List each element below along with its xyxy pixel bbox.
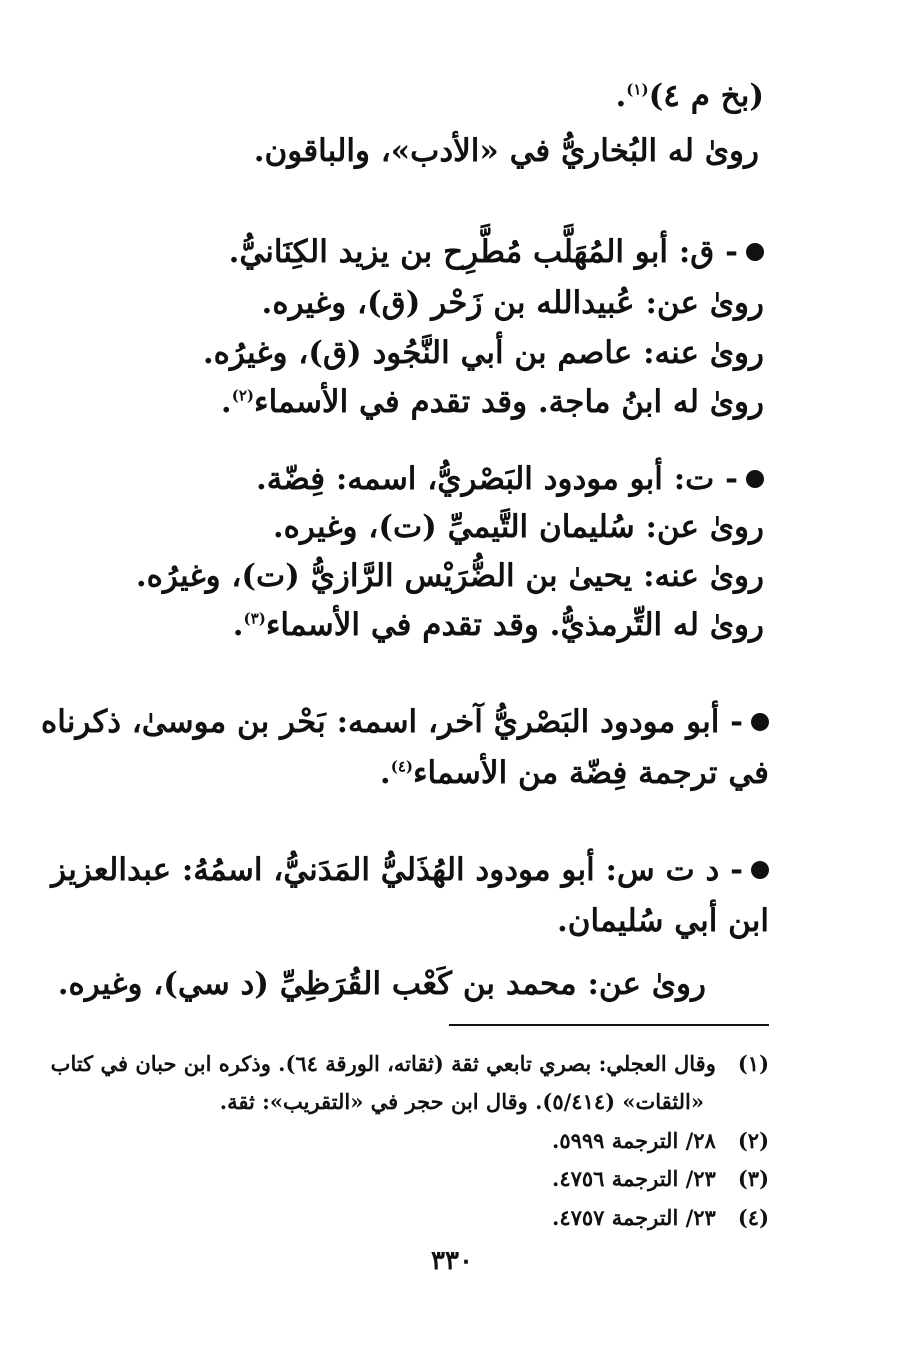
entry-continuation-line bbox=[380, 751, 769, 795]
entry-heading-text: - أبو مودود البَصْريُّ آخر، اسمه: بَحْر بن موسىٰ، ذكرناه bbox=[41, 704, 743, 740]
entry-code-text: (بخ م ٤) bbox=[648, 78, 764, 114]
narrated-from-line: روىٰ عن: سُليمان التَّيميِّ (ت)، وغيره. bbox=[272, 509, 764, 545]
footnote-number: (٤) bbox=[737, 1205, 769, 1230]
continuation-text: في ترجمة فِضّة من الأسماء bbox=[412, 755, 769, 791]
bullet-icon bbox=[751, 713, 769, 731]
narrated-by-line bbox=[221, 380, 764, 424]
footnote-text: وقال العجلي: بصري تابعي ثقة (ثقاته، الورقة ٦٤). وذكره ابن حبان في كتاب bbox=[50, 1051, 716, 1076]
entry-heading bbox=[51, 848, 769, 892]
entry-heading bbox=[256, 457, 764, 501]
narrated-from-line: روىٰ عن: عُبيدالله بن زَحْر (ق)، وغيره. bbox=[261, 285, 764, 321]
punct: . bbox=[220, 384, 232, 420]
footnote-ref-4[interactable]: (٤) bbox=[390, 757, 413, 776]
footnote-number: (١) bbox=[737, 1051, 769, 1076]
entry-heading-text: - ق: أبو المُهَلَّب مُطَّرِح بن يزيد الكِنَانيُّ. bbox=[228, 234, 738, 270]
footnote-text: ٢٨/ الترجمة ٥٩٩٩. bbox=[552, 1128, 716, 1153]
page-number: ٣٣٠ bbox=[431, 1246, 473, 1276]
entry-heading-text: - د ت س: أبو مودود الهُذَليُّ المَدَنيُّ، اسمُهُ: عبدالعزيز bbox=[51, 852, 743, 888]
footnote-ref-1[interactable]: (١) bbox=[626, 80, 649, 99]
entry-continuation-line: ابن أبي سُليمان. bbox=[556, 903, 769, 939]
entry-code-line bbox=[616, 74, 765, 118]
footnote-divider bbox=[449, 1024, 769, 1026]
narrators-line: روىٰ عنه: يحيىٰ بن الضُّرَيْس الرَّازيُّ (ت)، وغيرُه. bbox=[135, 558, 764, 594]
footnote-text: ٢٣/ الترجمة ٤٧٥٧. bbox=[552, 1205, 716, 1230]
entry-heading bbox=[41, 700, 769, 744]
footnote bbox=[70, 1125, 769, 1157]
punct: . bbox=[232, 607, 244, 643]
bullet-icon bbox=[746, 470, 764, 488]
narrated-by-text: روىٰ له التِّرمذيُّ. وقد تقدم في الأسماء bbox=[265, 607, 764, 643]
narrated-by-text: روىٰ له ابنُ ماجة. وقد تقدم في الأسماء bbox=[254, 384, 764, 420]
entry-heading-text: - ت: أبو مودود البَصْريُّ، اسمه: فِضّة. bbox=[255, 461, 738, 497]
footnote-text: ٢٣/ الترجمة ٤٧٥٦. bbox=[552, 1166, 716, 1191]
narrators-line: روىٰ عنه: عاصم بن أبي النَّجُود (ق)، وغيرُه. bbox=[202, 335, 764, 371]
footnote-continuation: «الثقات» (٥/٤١٤). وقال ابن حجر في «التقريب»: ثقة. bbox=[219, 1089, 704, 1114]
punct: . bbox=[379, 755, 391, 791]
footnote bbox=[50, 1048, 769, 1080]
entry-heading bbox=[229, 230, 764, 274]
footnote-number: (٢) bbox=[737, 1128, 769, 1153]
narrated-by-line: روىٰ له البُخاريُّ في «الأدب»، والباقون. bbox=[253, 133, 759, 169]
footnote-ref-2[interactable]: (٢) bbox=[231, 386, 254, 405]
narrated-from-line: روىٰ عن: محمد بن كَعْب القُرَظِيِّ (د سي)، وغيره. bbox=[57, 966, 706, 1002]
footnote-ref-3[interactable]: (٣) bbox=[243, 609, 266, 628]
bullet-icon bbox=[751, 861, 769, 879]
footnote-number: (٣) bbox=[737, 1166, 769, 1191]
punct: . bbox=[615, 78, 627, 114]
footnote bbox=[70, 1163, 769, 1195]
narrated-by-line bbox=[233, 603, 764, 647]
footnote bbox=[70, 1202, 769, 1234]
bullet-icon bbox=[746, 243, 764, 261]
